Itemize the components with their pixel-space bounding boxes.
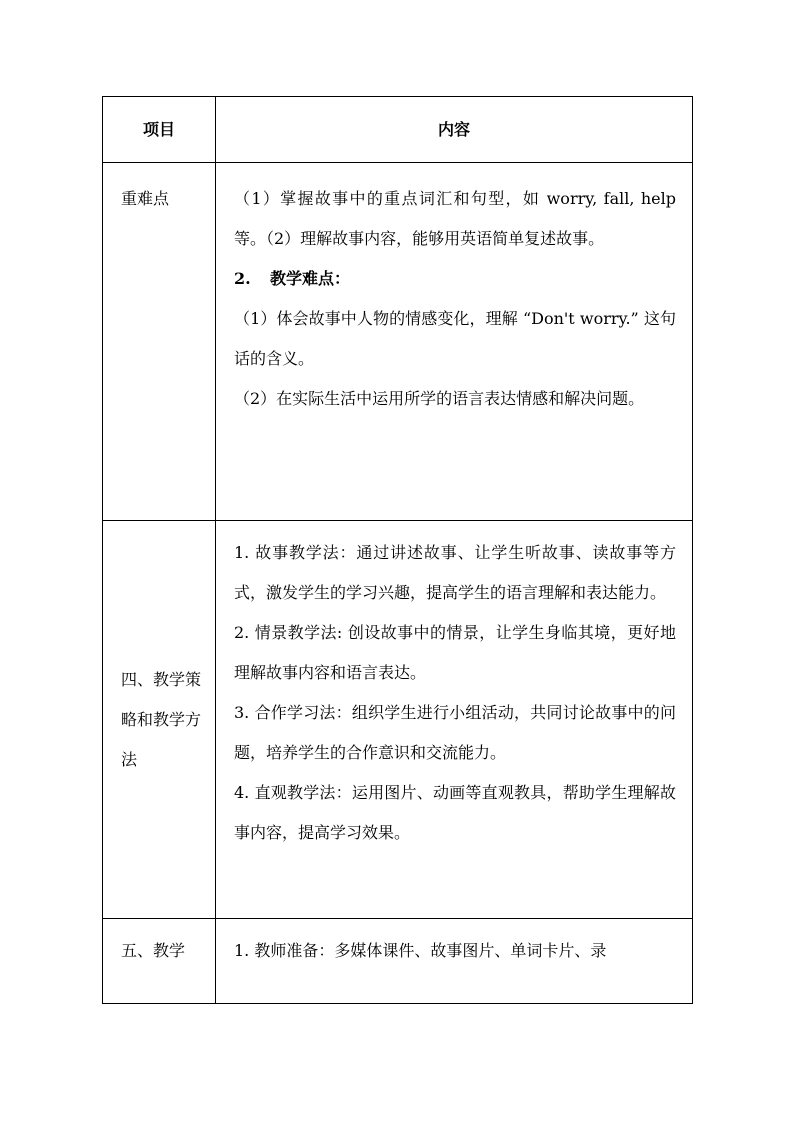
paragraph: 2. 情景教学法: 创设故事中的情景，让学生身临其境，更好地理解故事内容和语言表达。 xyxy=(234,623,676,682)
subheading-text: 教学难点： xyxy=(270,269,351,288)
row-label-strategy: 四、教学策略和教学方法 xyxy=(103,521,216,919)
lesson-plan-table xyxy=(102,96,693,1004)
paragraph: 3. 合作学习法：组织学生进行小组活动，共同讨论故事中的问题，培养学生的合作意识和交流能力。 xyxy=(234,703,676,762)
row-label-preparation: 五、教学 xyxy=(103,919,216,1004)
header-item: 项目 xyxy=(103,97,216,163)
paragraph: 1. 故事教学法：通过讲述故事、让学生听故事、读故事等方式，激发学生的学习兴趣，提高学生的语言理解和表达能力。 xyxy=(234,543,676,602)
paragraph: （1）掌握故事中的重点词汇和句型，如 worry, fall, help 等。（2）理解故事内容，能够用英语简单复述故事。 xyxy=(234,189,676,248)
table-row-key-points xyxy=(103,163,693,521)
row-content-key-points xyxy=(216,163,693,521)
table-row-preparation xyxy=(103,919,693,1004)
paragraph: （2）在实际生活中运用所学的语言表达情感和解决问题。 xyxy=(234,389,645,408)
table-row-strategy xyxy=(103,521,693,919)
header-content: 内容 xyxy=(216,97,693,163)
subheading-number: 2. xyxy=(234,269,251,288)
row-content-preparation xyxy=(216,919,693,1004)
row-label-key-points: 重难点 xyxy=(103,163,216,521)
paragraph: 1. 教师准备：多媒体课件、故事图片、单词卡片、录 xyxy=(234,941,607,960)
paragraph: 4. 直观教学法：运用图片、动画等直观教具，帮助学生理解故事内容，提高学习效果。 xyxy=(234,783,676,842)
row-content-strategy xyxy=(216,521,693,919)
paragraph: （1）体会故事中人物的情感变化，理解 “Don't worry.” 这句话的含义。 xyxy=(234,309,676,368)
table-header-row xyxy=(103,97,693,163)
subheading-difficulties xyxy=(234,259,676,299)
